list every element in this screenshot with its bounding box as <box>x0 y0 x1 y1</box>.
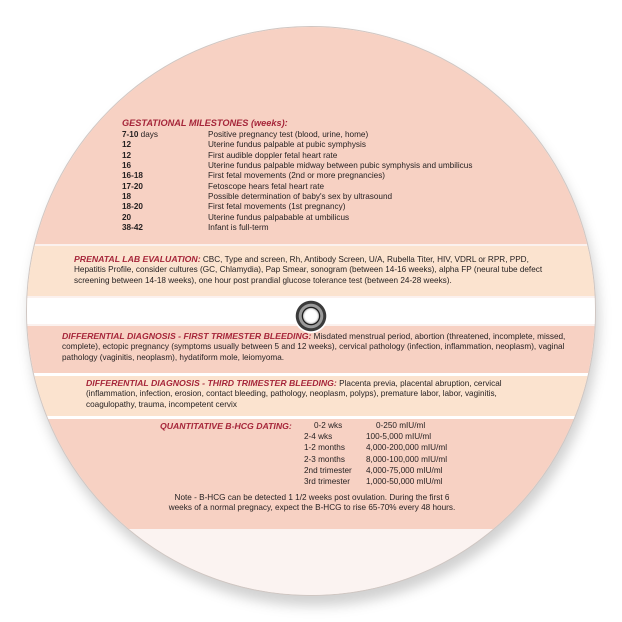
first-trimester-heading: DIFFERENTIAL DIAGNOSIS - FIRST TRIMESTER BLEEDING: <box>62 331 312 341</box>
milestone-row <box>122 192 462 202</box>
milestone-row <box>122 182 462 192</box>
hcg-heading: QUANTITATIVE B-HCG DATING: <box>160 421 292 431</box>
milestone-description: Uterine fundus palpable midway between pubic symphysis and umbilicus <box>208 161 473 171</box>
hcg-period: 3rd trimester <box>304 477 350 486</box>
milestone-description: Positive pregnancy test (blood, urine, home) <box>208 130 369 139</box>
hcg-range: 8,000-100,000 mIU/ml <box>366 454 448 464</box>
milestone-description: Fetoscope hears fetal heart rate <box>208 181 325 191</box>
milestone-description: Uterine fundus palpabable at umbilicus <box>208 212 350 222</box>
third-trimester-heading: DIFFERENTIAL DIAGNOSIS - THIRD TRIMESTER BLEEDING: <box>86 378 337 388</box>
hcg-range: 4,000-75,000 mIU/ml <box>366 465 443 475</box>
prenatal-heading: PRENATAL LAB EVALUATION: <box>74 254 201 264</box>
hcg-period: 2nd trimester <box>304 465 352 475</box>
milestone-week-cell <box>122 151 131 161</box>
hcg-period: 1-2 months <box>304 443 345 453</box>
milestone-description: Uterine fundus palpable at pubic symphysis <box>208 140 366 150</box>
milestone-row <box>122 223 462 233</box>
milestone-week: 12 <box>122 140 132 150</box>
hcg-period: 0-2 wks <box>314 421 343 430</box>
hcg-row <box>304 477 484 487</box>
first-trimester-section <box>62 331 570 363</box>
hcg-row <box>314 421 494 431</box>
milestone-week-cell <box>122 223 143 233</box>
hcg-period: 2-3 months <box>304 454 345 464</box>
first-trimester-text: Misdated menstrual period, abortion (threatened, incomplete, missed, complete), ectopic pregnancy (symptoms usually between 5 and 12 weeks), cervical pathology (infection, inflammation, neoplasm), vaginal pathology (vaginitis, neoplasm), hydatiform mole, leiomyoma. <box>62 332 566 362</box>
milestone-week: 7-10 <box>122 130 139 139</box>
milestone-description: First audible doppler fetal heart rate <box>208 150 338 160</box>
hcg-range: 100-5,000 mIU/ml <box>366 432 432 442</box>
milestone-week-cell <box>122 202 143 212</box>
milestone-week: 18-20 <box>122 202 143 212</box>
hcg-period: 2-4 wks <box>304 432 333 442</box>
milestone-description: First fetal movements (2nd or more pregnancies) <box>208 171 386 181</box>
third-trimester-section <box>86 378 546 410</box>
milestone-row <box>122 202 462 212</box>
milestone-week: 16-18 <box>122 171 143 181</box>
hcg-row <box>304 466 484 476</box>
milestone-week-cell <box>122 130 158 140</box>
milestone-row <box>122 213 462 223</box>
milestone-week-cell <box>122 140 131 150</box>
milestone-week: 12 <box>122 150 132 160</box>
milestone-description: Infant is full-term <box>208 223 269 233</box>
milestone-week-cell <box>122 182 143 192</box>
hcg-row <box>304 443 484 453</box>
hcg-range: 1,000-50,000 mIU/ml <box>366 477 443 486</box>
milestone-week: 16 <box>122 161 132 171</box>
milestone-week: 38-42 <box>122 223 143 233</box>
milestone-week-cell <box>122 192 131 202</box>
prenatal-text: CBC, Type and screen, Rh, Antibody Screen, U/A, Rubella Titer, HIV, VDRL or RPR, PPD, Hepatitis Profile, consider cultures (GC, Chlamydia), Pap Smear, sonogram (between 14-16 weeks), alpha FP (neural tube defect screening between 14-18 weeks), one hour post prandial glucose tolerance test (between 24-28 weeks). <box>74 255 543 285</box>
hcg-range: 0-250 mIU/ml <box>376 421 426 430</box>
milestone-row <box>122 130 462 140</box>
hcg-note: Note - B-HCG can be detected 1 1/2 weeks post ovulation. During the first 6 weeks of a normal pregnacy, expect the B-HCG to rise 65-70% every 48 hours. <box>168 493 456 513</box>
milestone-description: Possible determination of baby's sex by ultrasound <box>208 192 393 202</box>
milestone-week: 20 <box>122 212 132 222</box>
third-trimester-text: Placenta previa, placental abruption, cervical (inflammation, infection, erosion, contact bleeding, pathology, neoplasm, polyps), premature labor, labor, vaginitis, coagulopathy, trauma, incompetent cervix <box>86 379 502 409</box>
hcg-range: 4,000-200,000 mIU/ml <box>366 443 448 453</box>
grommet-icon[interactable] <box>294 299 328 333</box>
milestone-week-cell <box>122 161 131 171</box>
prenatal-section <box>74 254 544 286</box>
hcg-row <box>304 455 484 465</box>
milestone-row <box>122 151 462 161</box>
milestones-title: GESTATIONAL MILESTONES (weeks): <box>122 118 288 128</box>
milestone-week-cell <box>122 171 143 181</box>
milestone-row <box>122 161 473 171</box>
milestone-week: 18 <box>122 192 132 202</box>
milestone-week: 17-20 <box>122 181 143 191</box>
hcg-row <box>304 432 484 442</box>
milestone-description: First fetal movements (1st pregnancy) <box>208 202 346 212</box>
milestone-week-cell <box>122 213 131 223</box>
milestone-row <box>122 140 462 150</box>
milestone-row <box>122 171 462 181</box>
milestone-week-unit: days <box>138 130 158 139</box>
